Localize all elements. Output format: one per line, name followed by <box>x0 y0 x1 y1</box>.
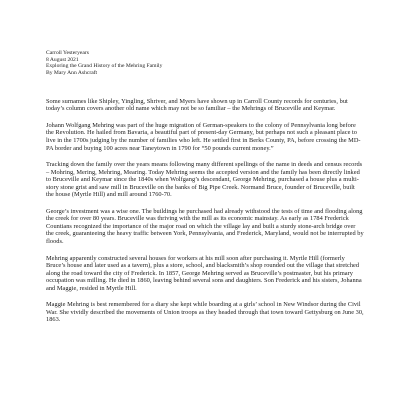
paragraph: Mehring apparently constructed several houses for workers at his mill soon after purchasing it. Myrtle Hill (formerly Bruce’s house and later used as a tavern), plus a store, school, and blacksmith’s shop rounded out the village that stretched along the road toward the city of Frederick. In 1857, George Mehring served as Bruceville’s postmaster, but his primary occupation was milling. He died in 1860, leaving behind several sons and daughters. Son Frederick and his sisters, Johanna and Maggie, resided in Myrtle Hill. <box>46 254 362 292</box>
article-title: Exploring the Grand History of the Mehring Family <box>46 63 163 70</box>
paragraph: Johann Wolfgang Mehring was part of the huge migration of German-speakers to the colony of Pennsylvania long before the Revolution. He hailed from Bavaria, a beautiful part of present-day Germany, but perhaps not such a pleasant place to live in the 1700s judging by the number of families who left. He settled first in Berks County, PA, before crossing the MD-PA border and buying 100 acres near Taneytown in 1790 for “50 pounds current money.” <box>46 121 361 152</box>
paragraph: Maggie Mehring is best remembered for a diary she kept while boarding at a girls’ school in New Windsor during the Civil War. She vividly described the movements of Union troops as they headed through that town toward Gettysburg on June 30, 1863. <box>46 301 364 324</box>
paragraph: Tracking down the family over the years means following many different spellings of the name in deeds and census records – Mohring, Mering, Mehring, Mearing. Today Mehring seems the accepted version and the family has been directly linked to Bruceville and Keymar since the 1840s when Wolfgang’s descendant, George Mehring, purchased a house plus a multi-story stone grist and saw mill in Bruceville on the banks of Big Pipe Creek. Normand Bruce, founder of Bruceville, built the house (Myrtle Hill) and mill around 1760-70. <box>46 161 363 199</box>
article-date: 8 August 2021 <box>46 56 79 63</box>
article-byline: By Mary Ann Ashcraft <box>46 70 98 77</box>
article-header <box>46 50 364 77</box>
article <box>46 50 364 333</box>
column-name: Carroll Yesteryears <box>46 50 89 56</box>
paragraph: Some surnames like Shipley, Yingling, Shriver, and Myers have shown up in Carroll County records for centuries, but today’s column covers another old name which may not be so familiar – the Mehrings of Bruceville and Keymar. <box>46 97 348 113</box>
paragraph: George’s investment was a wise one. The buildings he purchased had already withstood the tests of time and flooding along the creek for over 80 years. Bruceville was thriving with the mill as its economic mainstay. As early as 1784 Frederick Countians recognized the importance of the major road on which the village lay and built a sturdy stone-arch bridge over the creek, guaranteeing the heavy traffic between York, Pennsylvania, and Frederick, Maryland, would not be interrupted by floods. <box>46 207 364 246</box>
